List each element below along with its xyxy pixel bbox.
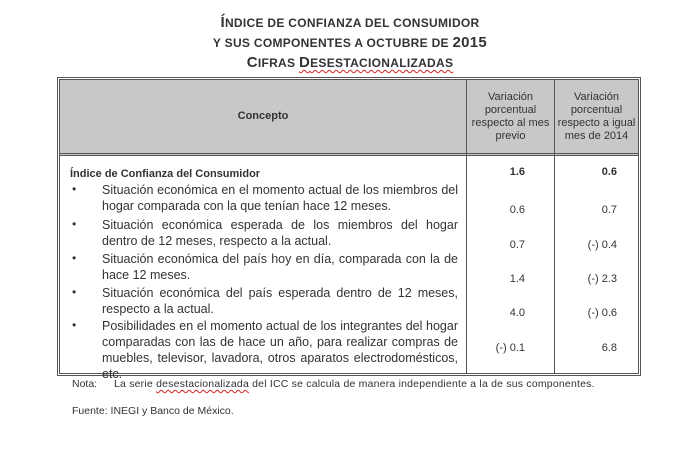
row-value-prev-month: 1.6 bbox=[509, 166, 525, 178]
note-text bbox=[114, 378, 642, 391]
row-value-prev-month: 0.7 bbox=[509, 239, 525, 251]
row-value-2014: 0.6 bbox=[601, 166, 617, 178]
title-year: 2015 bbox=[452, 34, 488, 51]
source-text: Fuente: INEGI y Banco de México. bbox=[72, 405, 234, 417]
row-concept: Índice de Confianza del Consumidor bbox=[70, 168, 261, 180]
title-line-1 bbox=[0, 13, 700, 33]
note-text-post: del ICC se calcula de manera independiente a la de sus componentes. bbox=[249, 378, 595, 390]
row-value-2014: (-) 0.6 bbox=[587, 307, 617, 319]
column-divider bbox=[466, 80, 467, 373]
title-initial-d: D bbox=[298, 54, 311, 71]
note-text-pre: La serie bbox=[114, 378, 157, 390]
icc-table bbox=[57, 77, 641, 381]
header-var-prev-month: Variación porcentual respecto al mes previo bbox=[471, 90, 550, 142]
title-line-3 bbox=[0, 53, 700, 73]
row-value-prev-month: (-) 0.1 bbox=[495, 342, 525, 354]
header-var-same-month-2014: Variación porcentual respecto a igual mes de 2014 bbox=[557, 90, 636, 142]
bullet-icon: • bbox=[72, 251, 77, 265]
title-line2-text: Y SUS COMPONENTES A OCTUBRE DE bbox=[212, 36, 453, 50]
header-concept: Concepto bbox=[237, 110, 289, 122]
row-concept: Situación económica del país hoy en día, comparada con la de hace 12 meses. bbox=[102, 252, 458, 282]
bullet-icon: • bbox=[72, 182, 77, 196]
row-value-2014: (-) 0.4 bbox=[587, 239, 617, 251]
row-value-2014: 6.8 bbox=[601, 342, 617, 354]
title-initial: Í bbox=[220, 14, 225, 31]
note bbox=[72, 378, 652, 408]
title-rest: NDICE DE CONFIANZA DEL CONSUMIDOR bbox=[224, 16, 480, 30]
title-ifras: IFRAS bbox=[257, 56, 299, 70]
title-initial-c: C bbox=[246, 54, 258, 71]
note-spellcheck-word: desestacionalizada bbox=[156, 378, 249, 390]
column-divider bbox=[554, 80, 555, 373]
bullet-icon: • bbox=[72, 318, 77, 332]
title-desestacionalizadas: ESESTACIONALIZADAS bbox=[310, 56, 454, 70]
row-value-2014: 0.7 bbox=[601, 204, 617, 216]
row-concept: Situación económica del país esperada dentro de 12 meses, respecto a la actual. bbox=[102, 286, 458, 316]
row-concept: Situación económica esperada de los miembros del hogar dentro de 12 meses, respecto a la actual. bbox=[102, 218, 458, 248]
row-value-prev-month: 0.6 bbox=[509, 204, 525, 216]
bullet-icon: • bbox=[72, 217, 77, 231]
bullet-icon: • bbox=[72, 285, 77, 299]
row-value-prev-month: 4.0 bbox=[509, 307, 525, 319]
row-value-prev-month: 1.4 bbox=[509, 273, 525, 285]
note-label: Nota: bbox=[72, 378, 98, 390]
row-value-2014: (-) 2.3 bbox=[587, 273, 617, 285]
row-concept: Posibilidades en el momento actual de los integrantes del hogar comparadas con las de hace un año, para realizar compras de muebles, televisor, lavadora, otros aparatos electrodomésticos, etc. bbox=[102, 319, 458, 381]
row-concept: Situación económica en el momento actual de los miembros del hogar comparada con la que tenían hace 12 meses. bbox=[102, 183, 458, 213]
table-header bbox=[60, 80, 638, 156]
title-line-2 bbox=[0, 33, 700, 53]
source bbox=[72, 405, 234, 418]
